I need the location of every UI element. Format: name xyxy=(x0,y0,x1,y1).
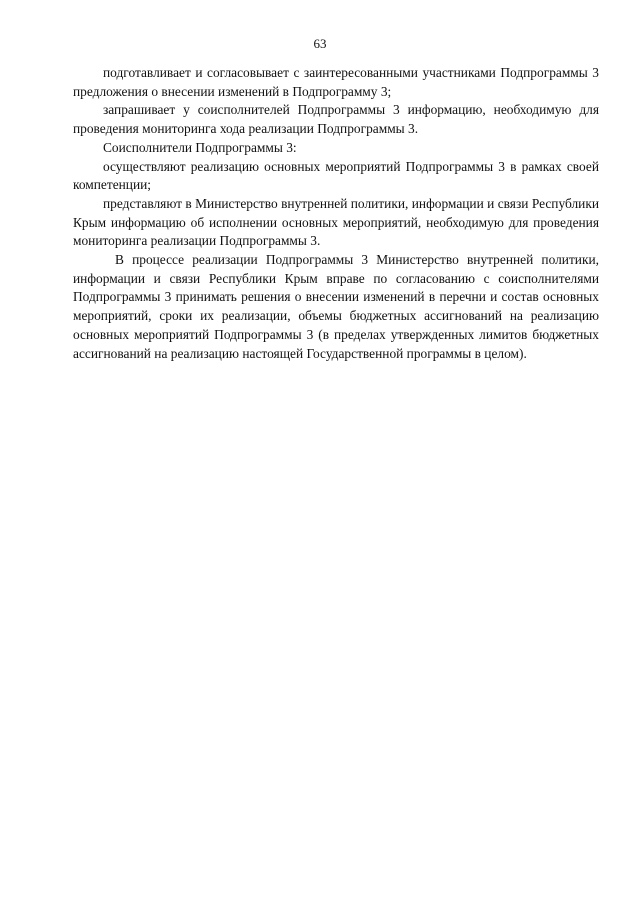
document-body xyxy=(73,64,599,363)
paragraph-prepare-proposals: подготавливает и согласовывает с заинтересованными участниками Подпрограммы 3 предложения о внесении изменений в Подпрограмму 3; xyxy=(73,65,599,99)
paragraph-implement-activities: осуществляют реализацию основных мероприятий Подпрограммы 3 в рамках своей компетенции; xyxy=(73,158,599,193)
paragraph-submit-information: представляют в Министерство внутренней политики, информации и связи Республики Крым информацию об исполнении основных мероприятий, необходимую для проведения мониторинга реализации Подпрограммы 3. xyxy=(73,195,599,249)
paragraph-request-information: запрашивает у соисполнителей Подпрограммы 3 информацию, необходимую для проведения мониторинга хода реализации Подпрограммы 3. xyxy=(73,102,599,137)
page-number: 63 xyxy=(313,36,327,51)
paragraph-co-executors-heading: Соисполнители Подпрограммы 3: xyxy=(103,139,297,155)
paragraph-implementation-changes: В процессе реализации Подпрограммы 3 Министерство внутренней политики, информации и связи Республики Крым вправе по согласованию с соисполнителями Подпрограммы 3 принимать решения о внесении изменений в перечни и состав основных мероприятий, сроки их реализации, объемы бюджетных ассигнований на реализацию основных мероприятий Подпрограммы 3 (в пределах утвержденных лимитов бюджетных ассигнований на реализацию настоящей Государственной программы в целом). xyxy=(73,252,599,361)
